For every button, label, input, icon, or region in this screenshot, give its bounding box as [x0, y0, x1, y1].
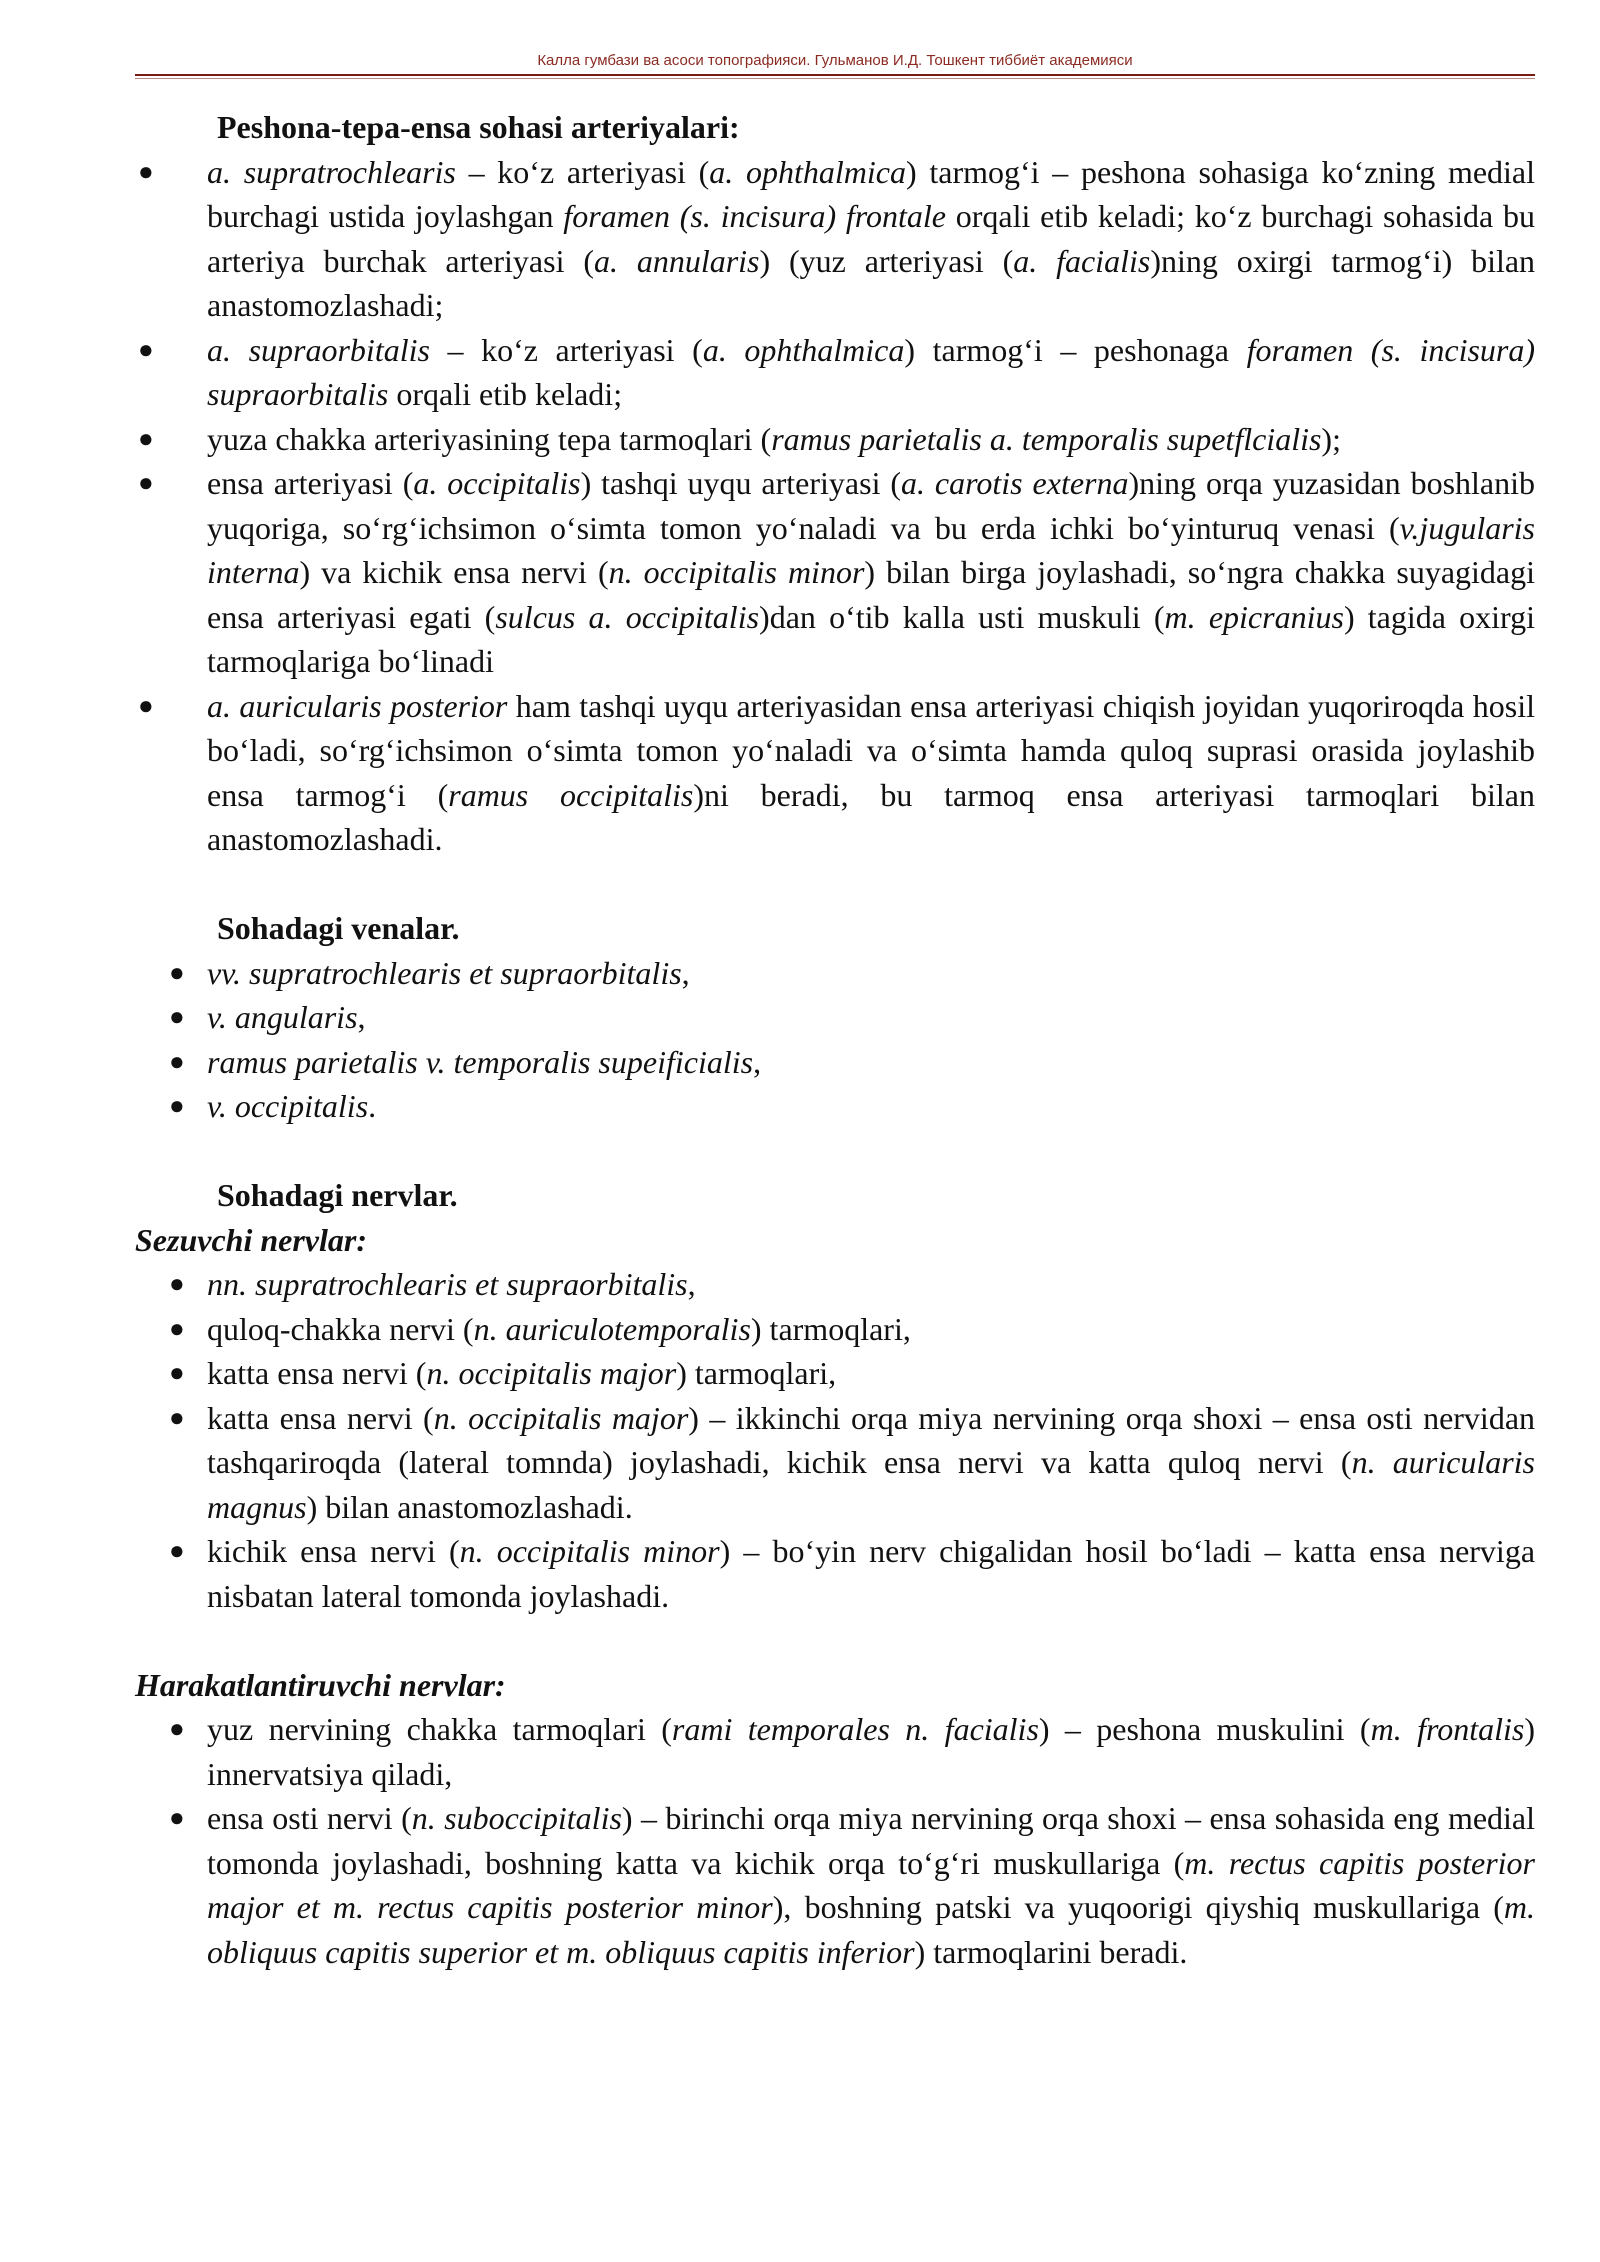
list-item-text: katta ensa nervi (n. occipitalis major) tarmoqlari,: [207, 1355, 837, 1391]
list-item: [135, 1529, 1535, 1618]
list-item: [135, 1396, 1535, 1530]
list-item: [135, 1351, 1535, 1396]
list-item-text: ramus parietalis v. temporalis supeificialis,: [207, 1043, 762, 1080]
sensory-nerves-list: [135, 1262, 1535, 1618]
list-item-text: kichik ensa nervi (n. occipitalis minor) – bo‘yin nerv chigalidan hosil bo‘ladi – katta ensa nerviga nisbatan lateral tomonda joylashadi.: [207, 1533, 1536, 1614]
list-item: [135, 684, 1535, 862]
list-item-text: a. supraorbitalis – ko‘z arteriyasi (a. ophthalmica) tarmog‘i – peshonaga foramen (s. incisura) supraorbitalis orqali etib keladi;: [207, 331, 1536, 412]
list-item-text: quloq-chakka nervi (n. auriculotemporalis) tarmoqlari,: [207, 1310, 911, 1347]
list-item-text: a. auricularis posterior ham tashqi uyqu arteriyasidan ensa arteriyasi chiqish joyidan yuqoriroqda hosil bo‘ladi, so‘rg‘ichsimon o‘simta tomon yo‘naladi va o‘simta hamda quloq suprasi orasida joylashib ensa tarmog‘i (ramus occipitalis)ni beradi, bu tarmoq ensa arteriyasi tarmoqlari bilan anastomozlashadi.: [207, 687, 1536, 857]
bullet-icon: ●: [138, 334, 154, 364]
bullet-icon: ●: [138, 468, 154, 497]
list-item: [135, 1707, 1535, 1796]
list-item-text: nn. supratrochlearis et supraorbitalis,: [207, 1266, 696, 1302]
list-item-text: yuz nervining chakka tarmoqlari (rami temporales n. facialis) – peshona muskulini (m. frontalis) innervatsiya qiladi,: [207, 1711, 1535, 1792]
bullet-icon: ●: [169, 1046, 185, 1076]
arteries-list: [135, 150, 1535, 862]
list-item: [135, 1796, 1535, 1974]
list-item-text: vv. supratrochlearis et supraorbitalis,: [207, 954, 690, 991]
bullet-icon: ●: [169, 1091, 185, 1120]
list-item: [135, 1307, 1535, 1352]
motor-nerves-list: [135, 1707, 1535, 1974]
list-item: [135, 417, 1535, 462]
list-item: [135, 150, 1535, 328]
motor-nerves-heading: Harakatlantiruvchi nervlar:: [135, 1666, 506, 1703]
bullet-icon: ●: [169, 1002, 185, 1031]
list-item: [135, 1262, 1535, 1307]
bullet-icon: ●: [169, 957, 185, 987]
veins-heading: Sohadagi venalar.: [217, 910, 460, 946]
bullet-icon: ●: [169, 1313, 185, 1343]
bullet-icon: ●: [138, 423, 154, 453]
list-item: [135, 995, 1535, 1040]
arteries-heading: Peshona-tepa-ensa sohasi arteriyalari:: [217, 109, 740, 145]
list-item: [135, 1084, 1535, 1129]
list-item: [135, 328, 1535, 417]
bullet-icon: ●: [169, 1803, 185, 1832]
list-item-text: katta ensa nervi (n. occipitalis major) – ikkinchi orqa miya nervining orqa shoxi – ensa osti nervidan tashqariroqda (lateral tomnda) joylashadi, kichik ensa nervi va katta quloq nervi (n. auricularis magnus) bilan anastomozlashadi.: [207, 1399, 1536, 1525]
spacer: [135, 862, 1535, 907]
bullet-icon: ●: [169, 1536, 185, 1565]
running-header: Калла гумбази ва асоси топографияси. Гульманов И.Д. Тошкент тиббиёт академияси: [537, 52, 1133, 69]
nerves-heading: Sohadagi nervlar.: [217, 1177, 458, 1213]
header-rule: [135, 74, 1535, 79]
list-item-text: ensa osti nervi (n. suboccipitalis) – birinchi orqa miya nervining orqa shoxi – ensa sohasida eng medial tomonda joylashadi, boshning katta va kichik orqa to‘g‘ri muskullariga (m. rectus capitis posterior major et m. rectus capitis posterior minor), boshning patski va yuqoorigi qiyshiq muskullariga (m. obliquus capitis superior et m. obliquus capitis inferior) tarmoqlarini beradi.: [207, 1800, 1536, 1970]
sensory-nerves-heading: Sezuvchi nervlar:: [135, 1221, 367, 1258]
list-item-text: v. occipitalis.: [207, 1088, 377, 1124]
bullet-icon: ●: [169, 1402, 185, 1432]
bullet-icon: ●: [138, 156, 154, 186]
bullet-icon: ●: [138, 690, 154, 720]
bullet-icon: ●: [169, 1358, 185, 1387]
spacer: [135, 1129, 1535, 1174]
list-item-text: a. supratrochlearis – ko‘z arteriyasi (a. ophthalmica) tarmog‘i – peshona sohasiga ko‘zning medial burchagi ustida joylashgan foramen (s. incisura) frontale orqali etib keladi; ko‘z burchagi sohasida bu arteriya burchak arteriyasi (a. annularis) (yuz arteriyasi (a. facialis)ning oxirgi tarmog‘i) bilan anastomozlashadi;: [207, 153, 1536, 323]
bullet-icon: ●: [169, 1269, 185, 1298]
spacer: [135, 1618, 1535, 1663]
list-item-text: v. angularis,: [207, 999, 366, 1035]
page-content: [135, 105, 1535, 1974]
veins-list: [135, 951, 1535, 1129]
list-item-text: yuza chakka arteriyasining tepa tarmoqlari (ramus parietalis a. temporalis supetflcialis);: [207, 420, 1341, 457]
list-item: [135, 1040, 1535, 1085]
list-item: [135, 951, 1535, 996]
list-item-text: ensa arteriyasi (a. occipitalis) tashqi uyqu arteriyasi (a. carotis externa)ning orqa yuzasidan boshlanib yuqoriga, so‘rg‘ichsimon o‘simta tomon yo‘naladi va bu erda ichki bo‘yinturuq venasi (v.jugularis interna) va kichik ensa nervi (n. occipitalis minor) bilan birga joylashadi, so‘ngra chakka suyagidagi ensa arteriyasi egati (sulcus a. occipitalis)dan o‘tib kalla usti muskuli (m. epicranius) tagida oxirgi tarmoqlariga bo‘linadi: [207, 465, 1536, 679]
bullet-icon: ●: [169, 1714, 185, 1743]
list-item: [135, 461, 1535, 684]
